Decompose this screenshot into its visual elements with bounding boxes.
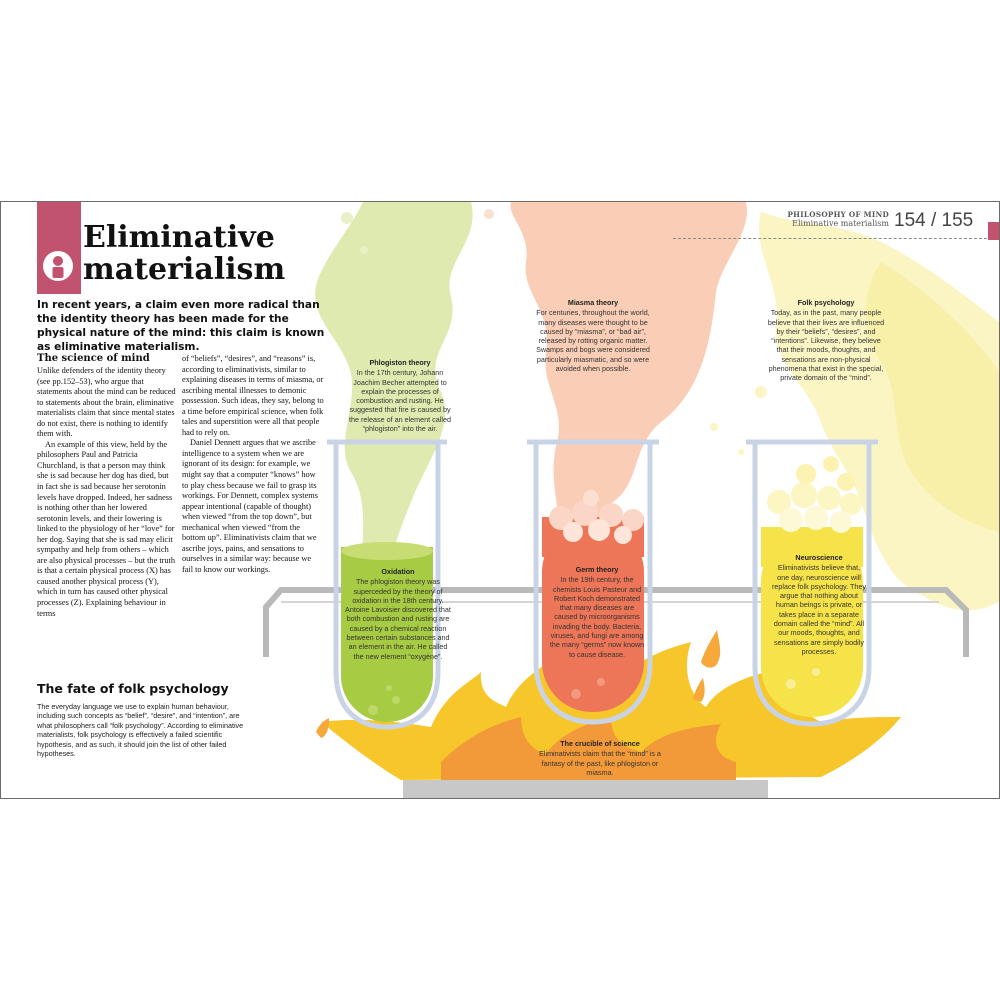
box-title: Neuroscience <box>795 553 843 562</box>
box-body: In the 19th century, the chemists Louis Pasteur and Robert Koch demonstrated that many diseases are caused by microorganisms invading the body. Bacteria, viruses, and fungi are among the many “germs” now known to cause disease. <box>549 575 645 659</box>
chapter-tab <box>988 222 999 240</box>
person-head-icon <box>43 251 73 281</box>
page-title <box>83 222 285 286</box>
book-spread <box>0 201 1000 799</box>
running-header <box>761 210 889 228</box>
fate-paragraph: The everyday language we use to explain human behaviour, including such concepts as “belief”, “desire”, and “intention”, are what philosophers call “folk psychology”. According to eliminative materialists, folk psychology is effectively a failed scientific hypothesis, and as such, it should join the list of other failed hypotheses. <box>37 702 244 759</box>
intro-paragraph: In recent years, a claim even more radical than the identity theory has been made for the physical nature of the mind: this claim is known as eliminative materialism. <box>37 299 325 353</box>
box-body: Today, as in the past, many people believe that their lives are influenced by their “beliefs”, “desires”, and “intentions”. Likewise, they believe that their moods, thoughts, and sensations are non-physical phenomena that exist in the special, private domain of the “mind”. <box>767 308 885 383</box>
miasma-box <box>529 298 657 373</box>
box-title: Phlogiston theory <box>369 358 431 367</box>
box-body: In the 17th century, Johann Joachim Becher attempted to explain the processes of combustion and rusting. He suggested that fire is caused by the release of an element called “phlogiston” into the air. <box>349 368 451 434</box>
burner-base <box>403 780 768 798</box>
box-body: The phlogiston theory was superceded by the theory of oxidation in the 18th century. Antoine Lavoisier discovered that both combustion and rusting are caused by a chemical reaction between certain substances and an element in the air. He called the new element “oxygène”. <box>345 577 451 661</box>
box-title: The crucible of science <box>560 739 640 748</box>
folk-psychology-box <box>765 298 887 383</box>
body-paragraph: of “beliefs”, “desires”, and “reasons” is, according to eliminativists, similar to explaining diseases in terms of miasma, or ascribing mental illnesses to demonic possession. Such ideas, they say, belong to a time before empirical science, when folk tales and superstition were all that people had to rely on. <box>182 354 324 437</box>
body-column-2 <box>182 354 324 575</box>
title-line-1: Eliminative <box>83 220 275 255</box>
phlogiston-box <box>344 358 456 433</box>
fate-heading: The fate of folk psychology <box>37 681 229 696</box>
box-title: Oxidation <box>381 567 415 576</box>
box-body: Eliminativists claim that the “mind” is a fantasy of the past, like phlogiston or miasma. <box>539 749 661 777</box>
box-title: Folk psychology <box>797 298 855 307</box>
germ-theory-box <box>549 565 645 659</box>
body-column-1 <box>37 366 177 619</box>
header-rule <box>673 238 987 239</box>
neuroscience-box <box>771 553 867 656</box>
section-label: PHILOSOPHY OF MIND <box>787 210 889 219</box>
body-paragraph: Unlike defenders of the identity theory (see pp.152–53), who argue that statements about the mind can be reduced to statements about the brain, eliminative materialists claim that since mental states do not exist, there is nothing to identify them with. <box>37 366 176 439</box>
oxidation-box <box>345 567 451 661</box>
box-title: Miasma theory <box>567 298 619 307</box>
box-title: Germ theory <box>575 565 619 574</box>
box-body: Eliminativists believe that, one day, neuroscience will replace folk psychology. They argue that nothing about human beings is private, or takes place in a separate domain called the “mind”. All our moods, thoughts, and sensations are simply bodily processes. <box>771 563 867 656</box>
title-line-2: materialism <box>83 252 286 287</box>
body-paragraph: Daniel Dennett argues that we ascribe intelligence to a system when we are ignorant of its design: for example, we might say that a computer “knows” how to play chess because we fail to grasp its workings. For Dennett, complex systems appear intentional (capable of thought) when viewed “from the top down”, but mechanical when viewed “from the bottom up”. Eliminativists claim that we ascribe joys, pains, and sensations to ourselves in a similar way: because we fail to know our workings. <box>182 438 318 574</box>
crucible-box <box>537 739 663 777</box>
page-numbers: 154 / 155 <box>894 210 974 231</box>
science-heading: The science of mind <box>37 353 150 364</box>
subsection-label: Eliminative materialism <box>792 219 889 228</box>
box-body: For centuries, throughout the world, many diseases were thought to be caused by “miasma”, or “bad air”, released by rotting organic matter. Swamps and bogs were considered particularly miasmatic, and so were avoided when possible. <box>536 308 650 374</box>
body-paragraph: An example of this view, held by the philosophers Paul and Patricia Churchland, is that a person may think she is sad because her dog has died, but in fact she is sad because her serotonin levels have dropped. Indeed, her sadness is nothing other than her lowered serotonin levels, and their lowering is linked to the physiology of her “love” for her dog. Saying that she is sad may elicit sympathy and help from others – which are also physical processes – but the truth is that a certain physical process (X) has caused another physical process (Y), which in turn has caused other physical processes (Z). Explaining behaviour in terms <box>37 439 176 618</box>
